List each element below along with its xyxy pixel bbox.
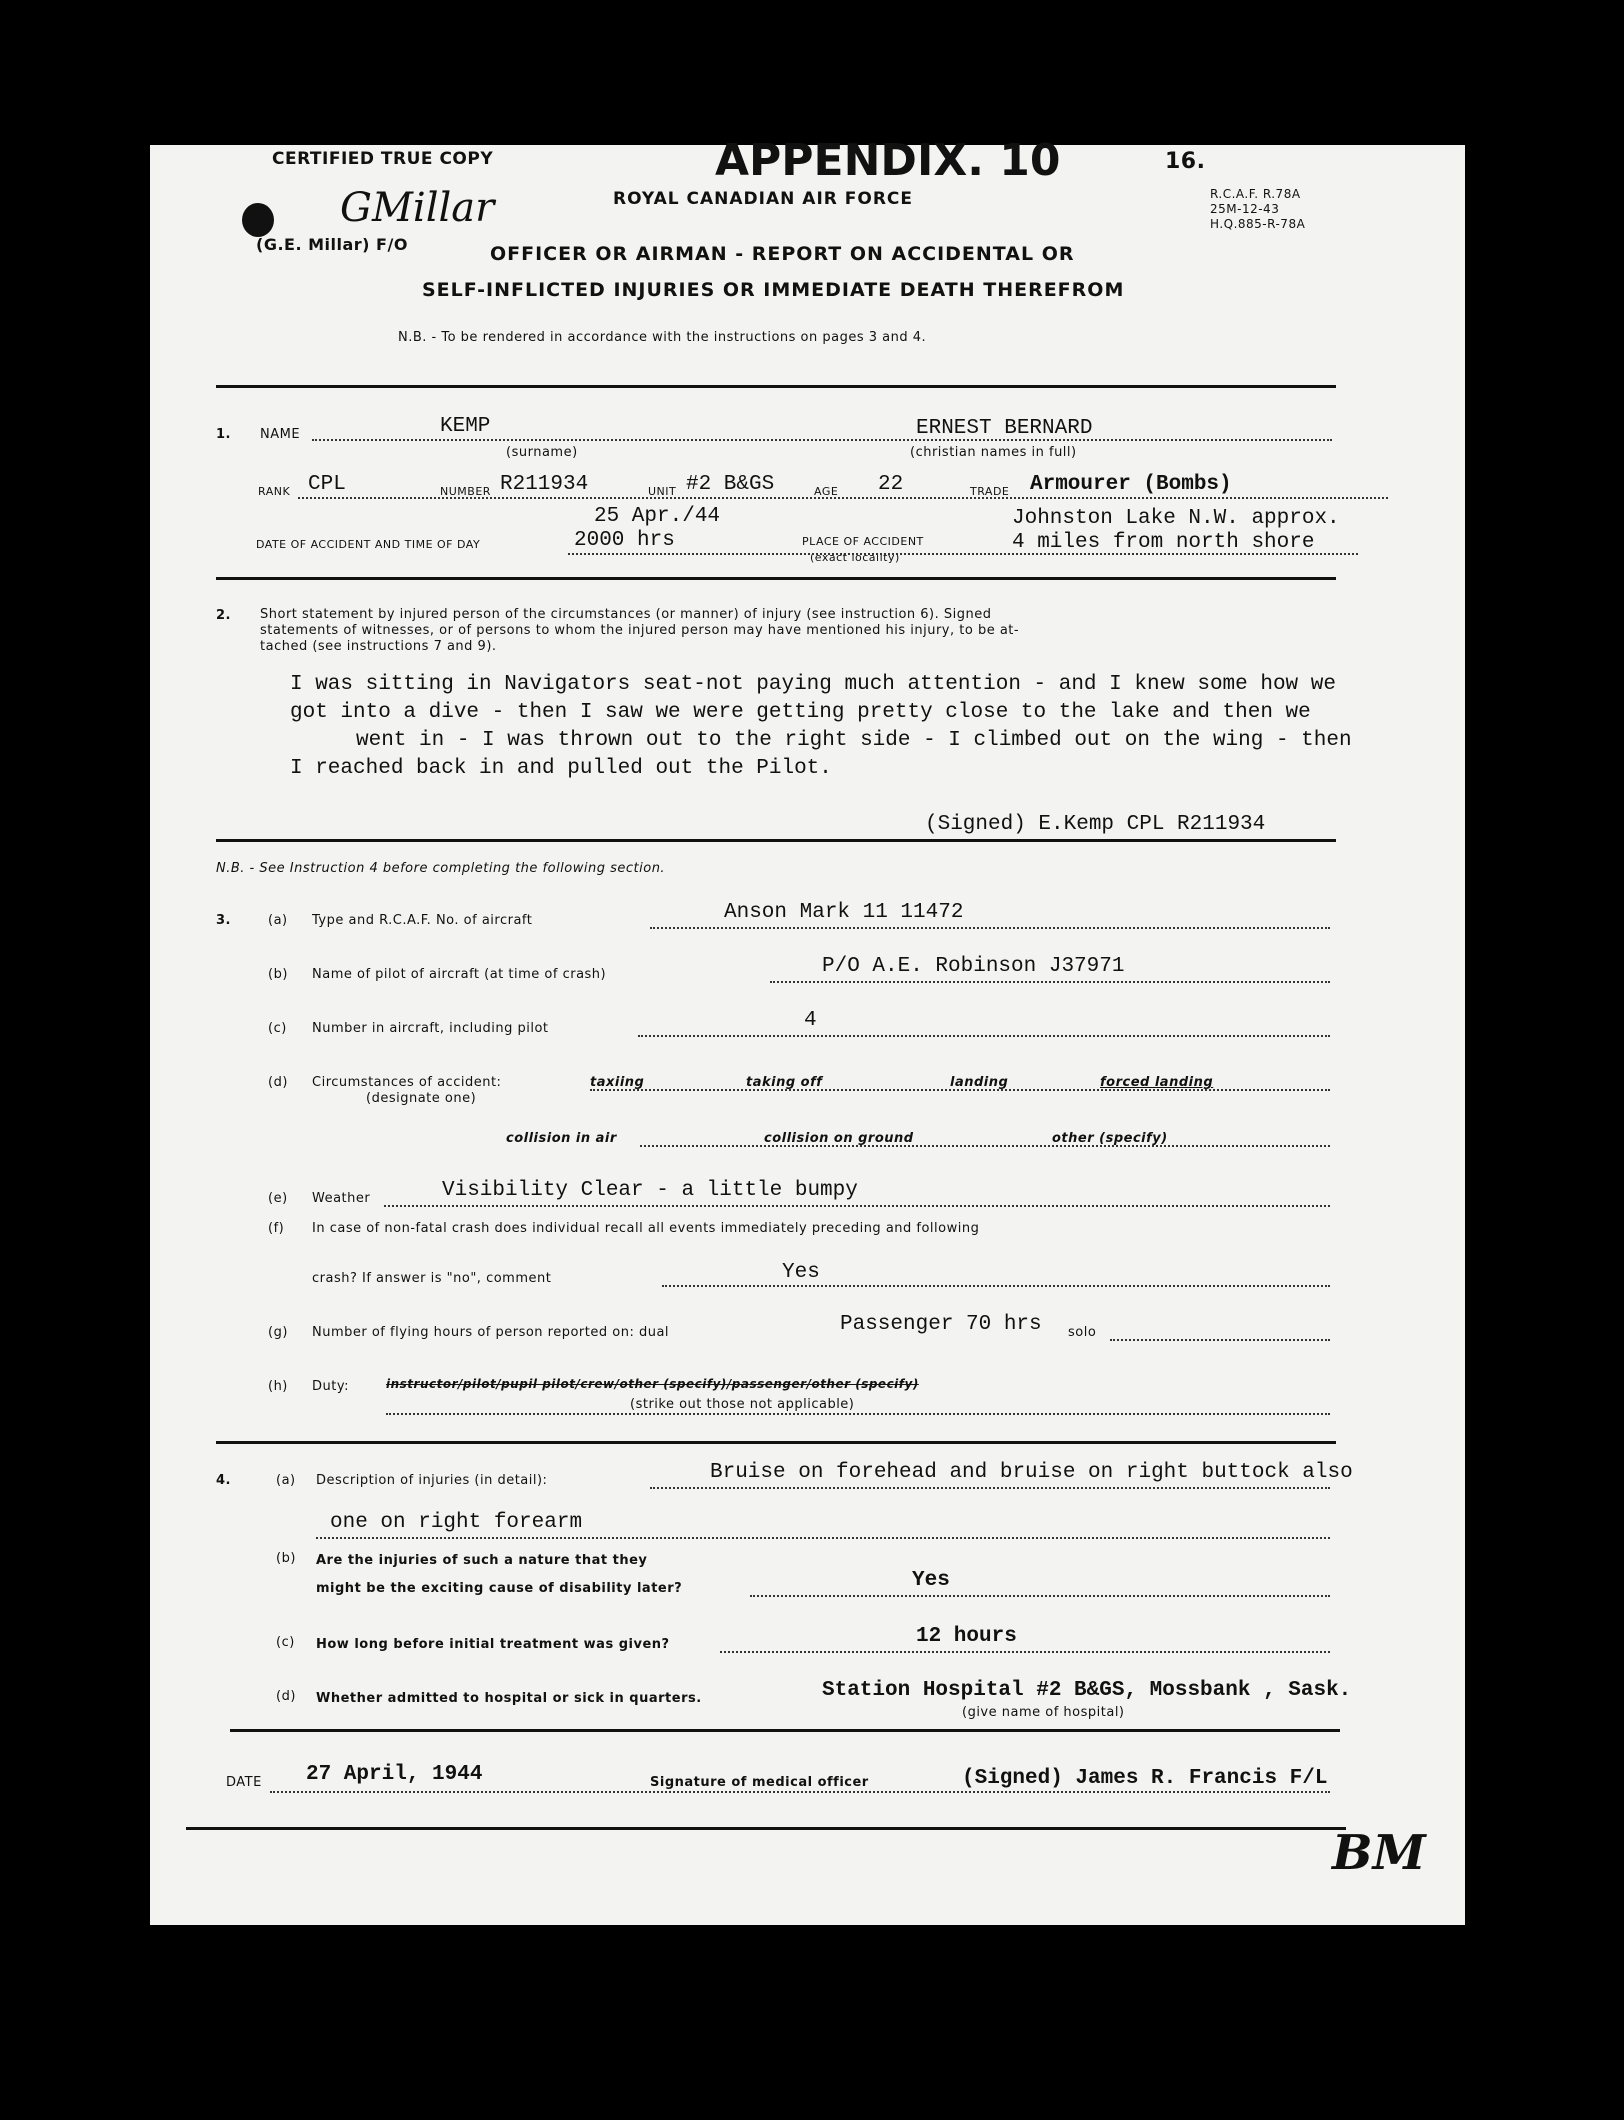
statement-line: I reached back in and pulled out the Pilot. bbox=[290, 757, 832, 780]
footer-date-value: 27 April, 1944 bbox=[306, 1763, 483, 1786]
dotted-line bbox=[270, 1791, 1330, 1793]
item-letter: (d) bbox=[276, 1689, 296, 1704]
place-label: PLACE OF ACCIDENT bbox=[802, 535, 924, 548]
place-caption: (exact locality) bbox=[810, 551, 900, 564]
hospital-caption: (give name of hospital) bbox=[962, 1705, 1125, 1720]
aircraft-type-value: Anson Mark 11 11472 bbox=[724, 901, 964, 924]
dotted-line bbox=[312, 439, 1332, 441]
punch-hole bbox=[242, 203, 274, 237]
statement-signed: (Signed) E.Kemp CPL R211934 bbox=[925, 813, 1266, 836]
treatment-label: How long before initial treatment was given? bbox=[316, 1637, 670, 1652]
rank-label: RANK bbox=[258, 485, 291, 498]
circumstances-label: Circumstances of accident: bbox=[312, 1075, 502, 1090]
section-number: 4. bbox=[216, 1473, 231, 1488]
section-note: N.B. - See Instruction 4 before completing the following section. bbox=[216, 861, 666, 876]
accident-time: 2000 hrs bbox=[574, 529, 675, 552]
dotted-line bbox=[1110, 1339, 1330, 1341]
medical-officer-label: Signature of medical officer bbox=[650, 1775, 869, 1790]
dotted-line bbox=[384, 1205, 1330, 1207]
divider bbox=[216, 385, 1336, 388]
number-aboard-label: Number in aircraft, including pilot bbox=[312, 1021, 549, 1036]
option-forced-landing: forced landing bbox=[1100, 1075, 1214, 1090]
item-letter: (d) bbox=[268, 1075, 288, 1090]
rank-value: CPL bbox=[308, 473, 346, 496]
hospital-value: Station Hospital #2 B&GS, Mossbank , Sask. bbox=[822, 1679, 1352, 1702]
recall-label-2: crash? If answer is "no", comment bbox=[312, 1271, 552, 1286]
date-label: DATE OF ACCIDENT AND TIME OF DAY bbox=[256, 538, 481, 551]
number-aboard-value: 4 bbox=[804, 1009, 817, 1032]
pilot-value: P/O A.E. Robinson J37971 bbox=[822, 955, 1125, 978]
instruction-line: statements of witnesses, or of persons to whom the injured person may have mentioned his injury, to be at- bbox=[260, 623, 1020, 638]
section-number: 1. bbox=[216, 427, 231, 442]
unit-value: #2 B&GS bbox=[686, 473, 775, 496]
dotted-line bbox=[662, 1285, 1330, 1287]
dotted-line bbox=[638, 1035, 1330, 1037]
pilot-label: Name of pilot of aircraft (at time of crash) bbox=[312, 967, 607, 982]
statement-line: I was sitting in Navigators seat-not paying much attention - and I knew some how we bbox=[290, 673, 1336, 696]
number-label: NUMBER bbox=[440, 485, 491, 498]
item-letter: (b) bbox=[276, 1551, 296, 1566]
form-ref: H.Q.885-R-78A bbox=[1210, 217, 1306, 231]
dotted-line bbox=[640, 1145, 1330, 1147]
dotted-line bbox=[590, 1089, 1330, 1091]
injuries-value-2: one on right forearm bbox=[330, 1511, 583, 1534]
item-letter: (a) bbox=[276, 1473, 296, 1488]
item-letter: (e) bbox=[268, 1191, 288, 1206]
injuries-value-1: Bruise on forehead and bruise on right buttock also bbox=[710, 1461, 1353, 1484]
certifier-name: (G.E. Millar) F/O bbox=[256, 235, 408, 254]
flying-hours-solo: solo bbox=[1068, 1325, 1097, 1340]
trade-value: Armourer (Bombs) bbox=[1030, 473, 1232, 496]
dotted-line bbox=[750, 1595, 1330, 1597]
statement-line: got into a dive - then I saw we were getting pretty close to the lake and then we bbox=[290, 701, 1311, 724]
item-letter: (c) bbox=[276, 1635, 295, 1650]
surname-value: KEMP bbox=[440, 415, 491, 438]
treatment-value: 12 hours bbox=[916, 1625, 1017, 1648]
title-line-1: OFFICER OR AIRMAN - REPORT ON ACCIDENTAL OR bbox=[490, 243, 1075, 265]
document-page bbox=[150, 135, 1465, 1925]
divider bbox=[186, 1827, 1346, 1830]
divider bbox=[216, 1441, 1336, 1444]
handwritten-initials: BM bbox=[1332, 1825, 1426, 1881]
recall-value: Yes bbox=[782, 1261, 820, 1284]
hospital-label: Whether admitted to hospital or sick in quarters. bbox=[316, 1691, 702, 1706]
disability-label-1: Are the injuries of such a nature that they bbox=[316, 1553, 648, 1568]
dotted-line bbox=[298, 497, 1388, 499]
dotted-line bbox=[316, 1537, 1330, 1539]
duty-caption: (strike out those not applicable) bbox=[630, 1397, 855, 1412]
duty-label: Duty: bbox=[312, 1379, 349, 1394]
handwritten-signature: GMillar bbox=[340, 185, 495, 231]
option-taking-off: taking off bbox=[746, 1075, 823, 1090]
option-taxiing: taxiing bbox=[590, 1075, 645, 1090]
item-letter: (c) bbox=[268, 1021, 287, 1036]
item-letter: (h) bbox=[268, 1379, 288, 1394]
form-ref: 25M-12-43 bbox=[1210, 202, 1280, 216]
option-collision-ground: collision on ground bbox=[764, 1131, 914, 1146]
flying-hours-value: Passenger 70 hrs bbox=[840, 1313, 1042, 1336]
divider bbox=[216, 839, 1336, 842]
appendix-handwritten: APPENDIX. 10 bbox=[715, 135, 1061, 186]
footer-date-label: DATE bbox=[226, 1775, 262, 1790]
instruction-line: tached (see instructions 7 and 9). bbox=[260, 639, 497, 654]
dotted-line bbox=[650, 1487, 1330, 1489]
recall-label: In case of non-fatal crash does individual recall all events immediately preceding and following bbox=[312, 1221, 980, 1236]
option-collision-air: collision in air bbox=[506, 1131, 617, 1146]
weather-label: Weather bbox=[312, 1191, 371, 1206]
place-line-1: Johnston Lake N.W. approx. bbox=[1012, 507, 1340, 530]
certified-stamp: CERTIFIED TRUE COPY bbox=[272, 149, 494, 169]
christian-names-value: ERNEST BERNARD bbox=[916, 417, 1093, 440]
medical-officer-signature: (Signed) James R. Francis F/L bbox=[962, 1767, 1328, 1790]
injuries-label: Description of injuries (in detail): bbox=[316, 1473, 548, 1488]
item-letter: (g) bbox=[268, 1325, 288, 1340]
statement-line: went in - I was thrown out to the right side - I climbed out on the wing - then bbox=[356, 729, 1352, 752]
disability-label-2: might be the exciting cause of disability later? bbox=[316, 1581, 683, 1596]
force-name: ROYAL CANADIAN AIR FORCE bbox=[613, 189, 914, 209]
name-label: NAME bbox=[260, 427, 301, 442]
circumstances-caption: (designate one) bbox=[366, 1091, 477, 1106]
dotted-line bbox=[720, 1651, 1330, 1653]
surname-caption: (surname) bbox=[506, 445, 578, 460]
item-letter: (f) bbox=[268, 1221, 285, 1236]
duty-options: instructor/pilot/pupil pilot/crew/other (specify)/passenger/other (specify) bbox=[386, 1377, 919, 1391]
dotted-line bbox=[770, 981, 1330, 983]
statement-instructions bbox=[260, 607, 1019, 655]
header-note: N.B. - To be rendered in accordance with the instructions on pages 3 and 4. bbox=[398, 330, 927, 345]
age-label: AGE bbox=[814, 485, 839, 498]
place-line-2: 4 miles from north shore bbox=[1012, 531, 1315, 554]
weather-value: Visibility Clear - a little bumpy bbox=[442, 1179, 858, 1202]
page-number: 16. bbox=[1165, 149, 1206, 174]
aircraft-type-label: Type and R.C.A.F. No. of aircraft bbox=[312, 913, 533, 928]
instruction-line: Short statement by injured person of the circumstances (or manner) of injury (see instruction 6). Signed bbox=[260, 607, 992, 622]
form-refs bbox=[1210, 187, 1305, 232]
item-letter: (b) bbox=[268, 967, 288, 982]
dotted-line bbox=[650, 927, 1330, 929]
number-value: R211934 bbox=[500, 473, 589, 496]
section-number: 3. bbox=[216, 913, 231, 928]
age-value: 22 bbox=[878, 473, 904, 496]
divider bbox=[216, 577, 1336, 580]
option-other: other (specify) bbox=[1052, 1131, 1168, 1146]
accident-date: 25 Apr./44 bbox=[594, 505, 721, 528]
item-letter: (a) bbox=[268, 913, 288, 928]
option-landing: landing bbox=[950, 1075, 1009, 1090]
christian-names-caption: (christian names in full) bbox=[910, 445, 1077, 460]
divider bbox=[230, 1729, 1340, 1732]
trade-label: TRADE bbox=[970, 485, 1010, 498]
form-ref: R.C.A.F. R.78A bbox=[1210, 187, 1301, 201]
dotted-line bbox=[386, 1413, 1330, 1415]
disability-value: Yes bbox=[912, 1569, 950, 1592]
section-number: 2. bbox=[216, 608, 231, 623]
unit-label: UNIT bbox=[648, 485, 677, 498]
flying-hours-label: Number of flying hours of person reported on: dual bbox=[312, 1325, 670, 1340]
dotted-line bbox=[568, 553, 1358, 555]
title-line-2: SELF-INFLICTED INJURIES OR IMMEDIATE DEATH THEREFROM bbox=[422, 279, 1125, 301]
